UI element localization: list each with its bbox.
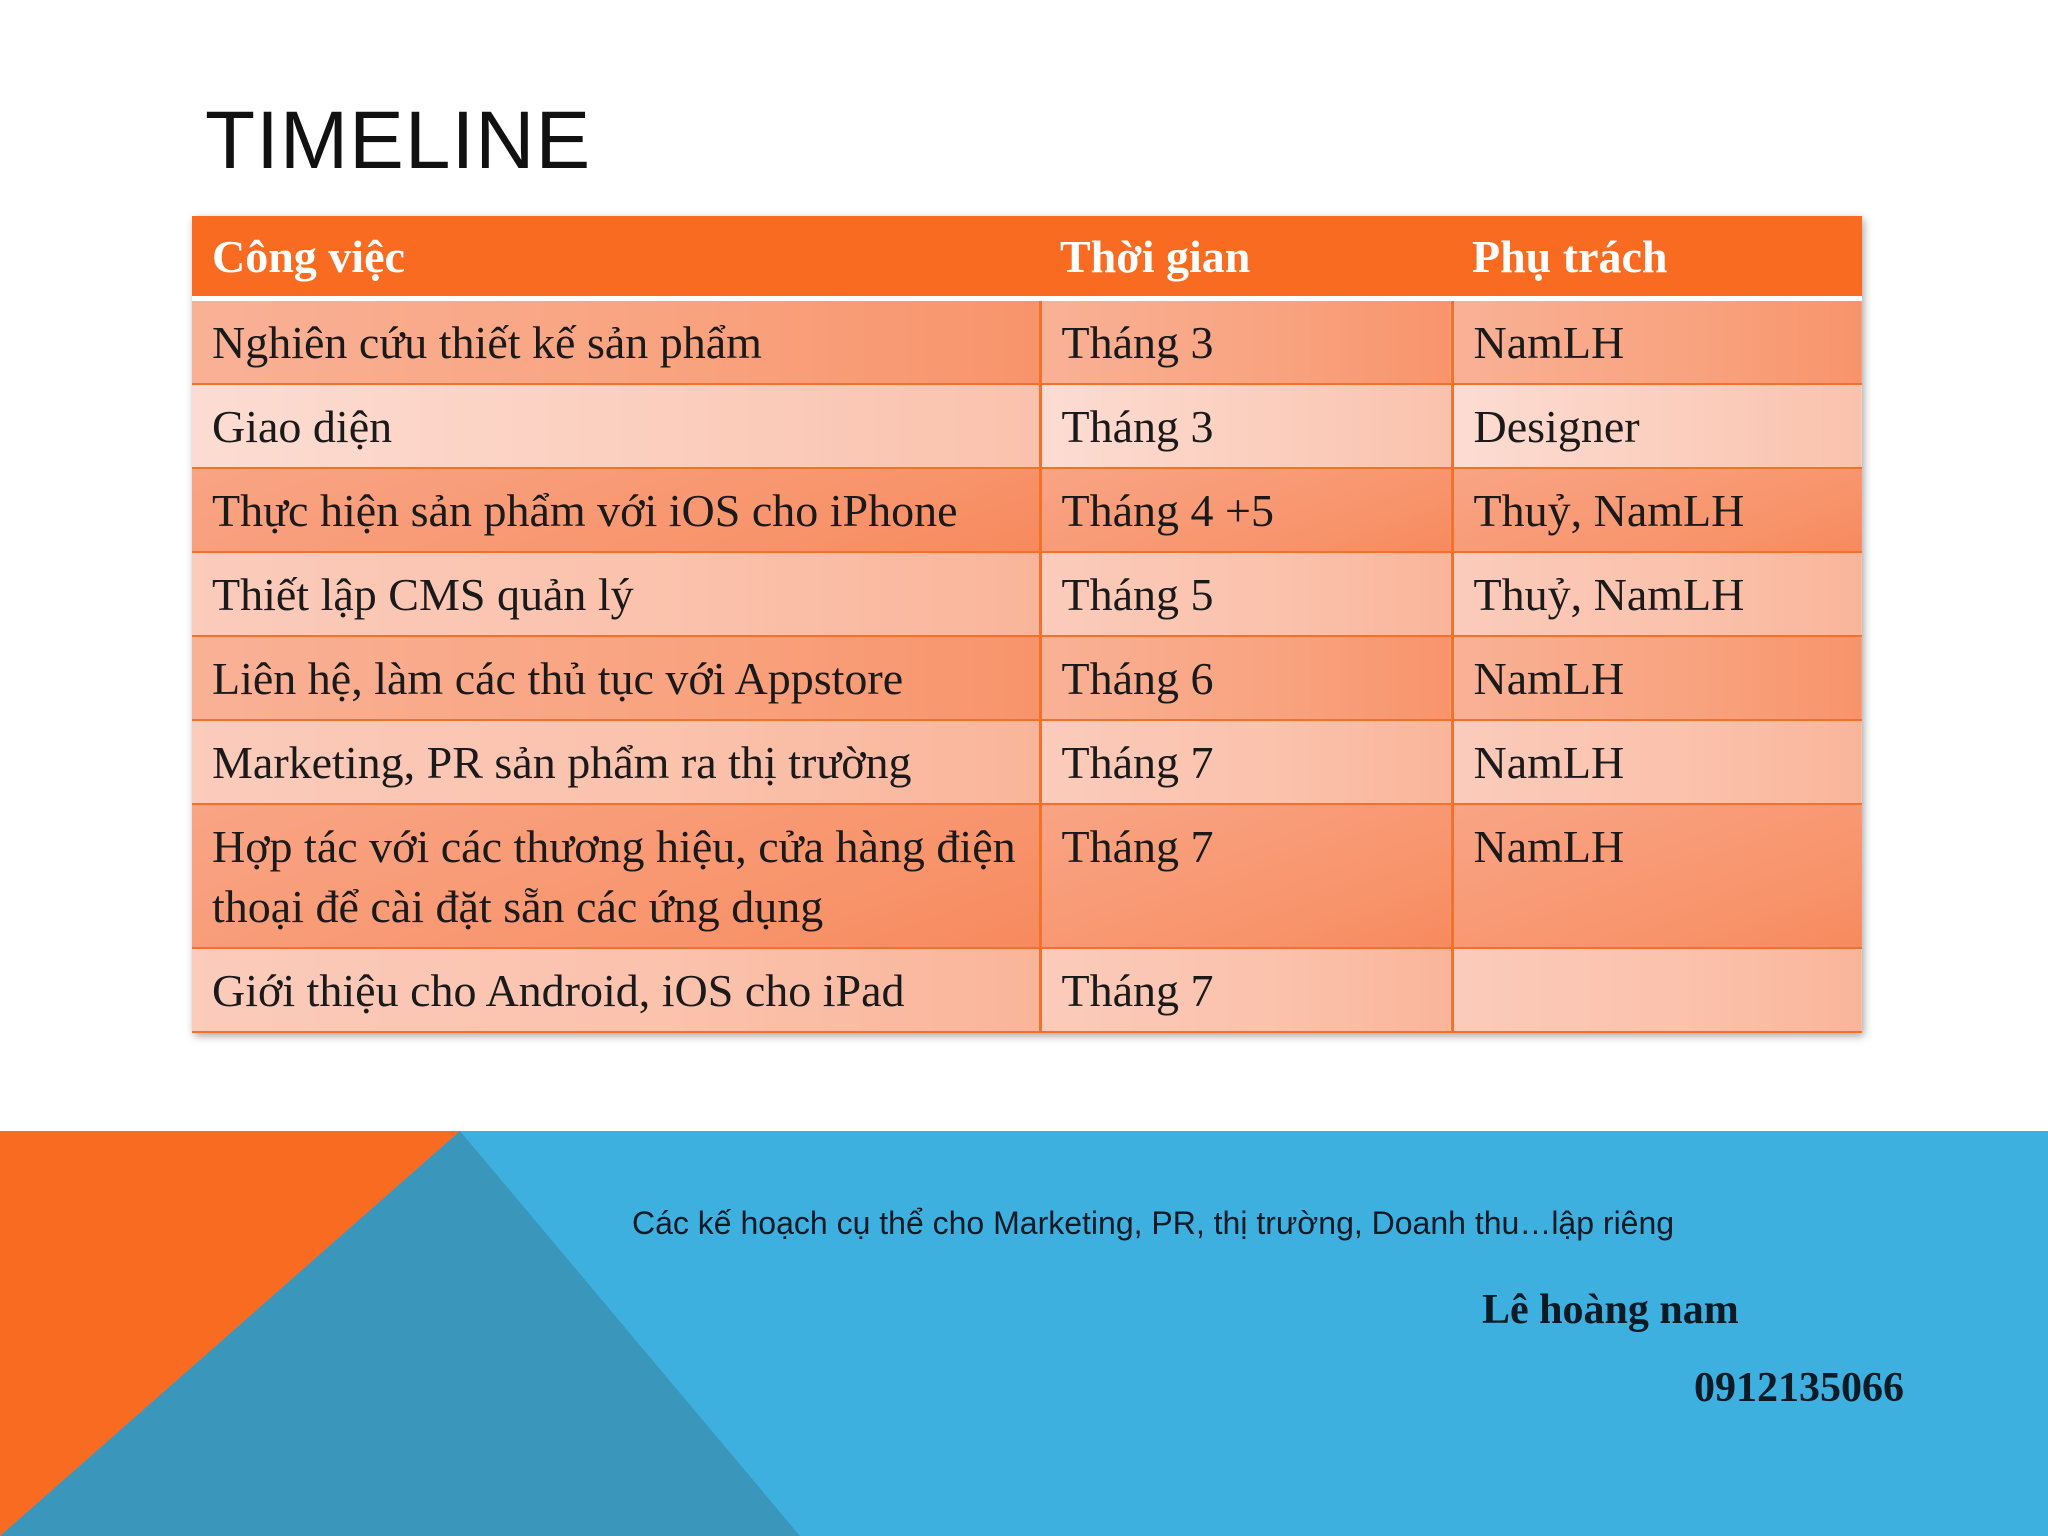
owner-cell: NamLH	[1452, 804, 1862, 948]
task-cell: Giới thiệu cho Android, iOS cho iPad	[192, 948, 1040, 1032]
footer-banner	[0, 1131, 2048, 1536]
table-row	[192, 468, 1862, 552]
header-task: Công việc	[192, 216, 1040, 299]
timeline-table-container	[192, 216, 1862, 1033]
table-row	[192, 384, 1862, 468]
table-row	[192, 804, 1862, 948]
task-cell: Liên hệ, làm các thủ tục với Appstore	[192, 636, 1040, 720]
time-cell: Tháng 4 +5	[1040, 468, 1452, 552]
time-cell: Tháng 3	[1040, 299, 1452, 385]
table-row	[192, 948, 1862, 1032]
author-name: Lê hoàng nam	[1482, 1287, 1739, 1333]
owner-cell: NamLH	[1452, 720, 1862, 804]
header-time: Thời gian	[1040, 216, 1452, 299]
task-cell: Thực hiện sản phẩm với iOS cho iPhone	[192, 468, 1040, 552]
table-row	[192, 720, 1862, 804]
footer-note: Các kế hoạch cụ thể cho Marketing, PR, thị trường, Doanh thu…lập riêng	[632, 1205, 1675, 1241]
author-phone: 0912135066	[1694, 1365, 1904, 1411]
timeline-table	[192, 216, 1862, 1033]
header-owner: Phụ trách	[1452, 216, 1862, 299]
table-row	[192, 552, 1862, 636]
owner-cell: Thuỷ, NamLH	[1452, 552, 1862, 636]
table-header-row	[192, 216, 1862, 299]
owner-cell: NamLH	[1452, 636, 1862, 720]
time-cell: Tháng 5	[1040, 552, 1452, 636]
time-cell: Tháng 7	[1040, 804, 1452, 948]
time-cell: Tháng 6	[1040, 636, 1452, 720]
table-row	[192, 636, 1862, 720]
time-cell: Tháng 7	[1040, 720, 1452, 804]
slide-title: TIMELINE	[205, 95, 592, 186]
owner-cell	[1452, 948, 1862, 1032]
owner-cell: NamLH	[1452, 299, 1862, 385]
time-cell: Tháng 3	[1040, 384, 1452, 468]
task-cell: Nghiên cứu thiết kế sản phẩm	[192, 299, 1040, 385]
task-cell: Marketing, PR sản phẩm ra thị trường	[192, 720, 1040, 804]
time-cell: Tháng 7	[1040, 948, 1452, 1032]
table-row	[192, 299, 1862, 385]
task-cell: Thiết lập CMS quản lý	[192, 552, 1040, 636]
banner-decoration	[0, 1131, 2048, 1536]
owner-cell: Designer	[1452, 384, 1862, 468]
owner-cell: Thuỷ, NamLH	[1452, 468, 1862, 552]
task-cell: Giao diện	[192, 384, 1040, 468]
task-cell: Hợp tác với các thương hiệu, cửa hàng điện thoại để cài đặt sẵn các ứng dụng	[192, 804, 1040, 948]
